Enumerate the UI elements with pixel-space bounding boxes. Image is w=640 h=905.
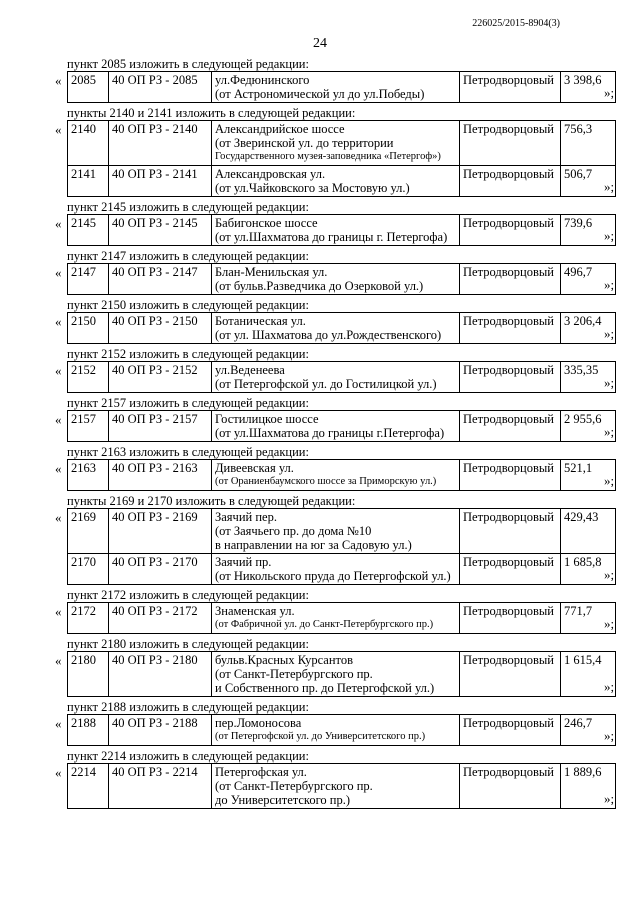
quote-open: « [55,73,62,88]
amendment-block [0,396,640,442]
road-name-line: ул.Федюнинского [215,73,310,87]
road-name [212,166,460,197]
road-name-line: Гостилицкое шоссе [215,412,319,426]
quote-close: »; [604,616,615,631]
amendment-heading: пункт 2145 изложить в следующей редакции: [67,200,309,214]
table-row [68,460,616,491]
row-number: 2150 [68,313,109,344]
road-name-line: Знаменская ул. [215,604,295,618]
quote-open: « [55,216,62,231]
road-code: 40 ОП РЗ - 2169 [109,509,212,554]
district: Петродворцовый [460,715,561,746]
amendments-list [0,57,640,812]
road-name-line: в направлении на юг за Садовую ул.) [215,538,412,552]
district: Петродворцовый [460,215,561,246]
road-length: 1 615,4 [561,652,616,697]
table-row [68,264,616,295]
quote-open: « [55,604,62,619]
road-name [212,313,460,344]
road-name-line: пер.Ломоносова [215,716,302,730]
road-code: 40 ОП РЗ - 2147 [109,264,212,295]
table-row [68,715,616,746]
road-length: 496,7 [561,264,616,295]
quote-close: »; [604,326,615,341]
road-table [67,714,616,746]
road-name-line: Бабигонское шоссе [215,216,318,230]
road-table [67,602,616,634]
quote-open: « [55,510,62,525]
district: Петродворцовый [460,362,561,393]
road-name-line: (от Петергофской ул. до Гостилицкой ул.) [215,377,437,391]
table-row [68,603,616,634]
row-number: 2172 [68,603,109,634]
table-row [68,166,616,197]
road-name [212,715,460,746]
quote-close: »; [604,679,615,694]
road-length: 2 955,6 [561,411,616,442]
quote-open: « [55,765,62,780]
district: Петродворцовый [460,603,561,634]
row-number: 2085 [68,72,109,103]
road-name-line: Петергофская ул. [215,765,307,779]
road-length: 739,6 [561,215,616,246]
quote-close: »; [604,473,615,488]
road-name-line: Заячий пр. [215,555,272,569]
amendment-block [0,749,640,809]
quote-close: »; [604,228,615,243]
amendment-heading: пункт 2180 изложить в следующей редакции: [67,637,309,651]
road-name-line: ул.Веденеева [215,363,285,377]
road-name [212,264,460,295]
road-length: 3 206,4 [561,313,616,344]
road-name [212,121,460,166]
road-length: 1 889,6 [561,764,616,809]
quote-open: « [55,716,62,731]
road-name [212,411,460,442]
amendment-block [0,200,640,246]
road-name-line: (от Фабричной ул. до Санкт-Петербургского пр.) [215,619,434,630]
row-number: 2214 [68,764,109,809]
table-row [68,121,616,166]
quote-close: »; [604,791,615,806]
road-length: 771,7 [561,603,616,634]
road-name-line: (от ул.Шахматова до границы г. Петергофа) [215,230,448,244]
road-name [212,460,460,491]
road-code: 40 ОП РЗ - 2170 [109,554,212,585]
amendment-block [0,298,640,344]
row-number: 2157 [68,411,109,442]
table-row [68,764,616,809]
road-code: 40 ОП РЗ - 2152 [109,362,212,393]
road-name [212,652,460,697]
road-name-line: Дивеевская ул. [215,461,294,475]
district: Петродворцовый [460,72,561,103]
document-id: 226025/2015-8904(3) [472,18,560,29]
district: Петродворцовый [460,313,561,344]
quote-close: »; [604,728,615,743]
road-length: 506,7 [561,166,616,197]
road-table [67,508,616,585]
amendment-heading: пункт 2150 изложить в следующей редакции: [67,298,309,312]
table-row [68,554,616,585]
road-name-line: (от Заячьего пр. до дома №10 [215,524,372,538]
table-row [68,509,616,554]
road-name [212,764,460,809]
road-code: 40 ОП РЗ - 2157 [109,411,212,442]
row-number: 2170 [68,554,109,585]
quote-close: »; [604,567,615,582]
amendment-heading: пункт 2152 изложить в следующей редакции: [67,347,309,361]
road-code: 40 ОП РЗ - 2145 [109,215,212,246]
road-length: 429,43 [561,509,616,554]
quote-close: »; [604,179,615,194]
quote-close: »; [604,375,615,390]
road-name [212,215,460,246]
amendment-block [0,588,640,634]
road-name-line: (от Ораниенбаумского шоссе за Приморскую ул.) [215,476,437,487]
road-name [212,72,460,103]
road-name-line: (от ул. Шахматова до ул.Рождественского) [215,328,442,342]
road-name-line: бульв.Красных Курсантов [215,653,353,667]
road-name-line: (от бульв.Разведчика до Озерковой ул.) [215,279,424,293]
road-name-line: (от Санкт-Петербургского пр. [215,779,373,793]
quote-open: « [55,412,62,427]
row-number: 2169 [68,509,109,554]
road-code: 40 ОП РЗ - 2188 [109,715,212,746]
road-code: 40 ОП РЗ - 2140 [109,121,212,166]
road-length: 335,35 [561,362,616,393]
table-row [68,362,616,393]
road-length: 756,3 [561,121,616,166]
page-number: 24 [313,36,327,51]
quote-open: « [55,122,62,137]
amendment-heading: пункт 2157 изложить в следующей редакции: [67,396,309,410]
amendment-block [0,445,640,491]
amendment-heading: пункты 2140 и 2141 изложить в следующей редакции: [67,106,356,120]
road-name-line: (от Астрономической ул до ул.Победы) [215,87,425,101]
road-name-line: и Собственного пр. до Петергофской ул.) [215,681,435,695]
row-number: 2163 [68,460,109,491]
road-table [67,71,616,103]
road-table [67,361,616,393]
amendment-block [0,57,640,103]
district: Петродворцовый [460,764,561,809]
road-name [212,603,460,634]
road-table [67,459,616,491]
row-number: 2180 [68,652,109,697]
row-number: 2141 [68,166,109,197]
road-code: 40 ОП РЗ - 2180 [109,652,212,697]
amendment-block [0,494,640,585]
amendment-block [0,249,640,295]
road-name [212,362,460,393]
amendment-heading: пункт 2085 изложить в следующей редакции: [67,57,309,71]
road-table [67,120,616,197]
row-number: 2145 [68,215,109,246]
table-row [68,411,616,442]
road-code: 40 ОП РЗ - 2172 [109,603,212,634]
table-row [68,215,616,246]
quote-close: »; [604,424,615,439]
road-name-line: (от ул.Шахматова до границы г.Петергофа) [215,426,445,440]
road-length: 246,7 [561,715,616,746]
district: Петродворцовый [460,264,561,295]
road-name-line: (от ул.Чайковского за Мостовую ул.) [215,181,410,195]
amendment-heading: пункт 2188 изложить в следующей редакции: [67,700,309,714]
row-number: 2188 [68,715,109,746]
quote-open: « [55,314,62,329]
district: Петродворцовый [460,554,561,585]
table-row [68,652,616,697]
road-name-line: до Университетского пр.) [215,793,351,807]
road-table [67,263,616,295]
row-number: 2140 [68,121,109,166]
quote-close: »; [604,85,615,100]
road-code: 40 ОП РЗ - 2085 [109,72,212,103]
quote-open: « [55,461,62,476]
road-name-line: Блан-Менильская ул. [215,265,328,279]
road-name-line: (от Санкт-Петербургского пр. [215,667,373,681]
road-table [67,651,616,697]
road-name-line: Ботаническая ул. [215,314,306,328]
road-name-line: Государственного музея-заповедника «Петергоф») [215,151,441,162]
road-table [67,214,616,246]
road-table [67,312,616,344]
row-number: 2147 [68,264,109,295]
road-code: 40 ОП РЗ - 2214 [109,764,212,809]
road-name [212,509,460,554]
amendment-block [0,637,640,697]
row-number: 2152 [68,362,109,393]
amendment-block [0,106,640,197]
amendment-heading: пункт 2214 изложить в следующей редакции: [67,749,309,763]
road-length: 1 685,8 [561,554,616,585]
amendment-heading: пункт 2147 изложить в следующей редакции: [67,249,309,263]
road-code: 40 ОП РЗ - 2141 [109,166,212,197]
district: Петродворцовый [460,121,561,166]
amendment-heading: пункт 2172 изложить в следующей редакции: [67,588,309,602]
road-table [67,410,616,442]
district: Петродворцовый [460,509,561,554]
district: Петродворцовый [460,166,561,197]
district: Петродворцовый [460,460,561,491]
road-name-line: (от Зверинской ул. до территории [215,136,394,150]
road-name-line: Александрийское шоссе [215,122,345,136]
amendment-heading: пункты 2169 и 2170 изложить в следующей редакции: [67,494,356,508]
road-name-line: Александровская ул. [215,167,326,181]
district: Петродворцовый [460,652,561,697]
road-name [212,554,460,585]
road-table [67,763,616,809]
amendment-heading: пункт 2163 изложить в следующей редакции: [67,445,309,459]
road-name-line: (от Петергофской ул. до Университетского пр.) [215,731,426,742]
quote-close: »; [604,277,615,292]
quote-open: « [55,265,62,280]
quote-open: « [55,363,62,378]
amendment-block [0,347,640,393]
amendment-block [0,700,640,746]
road-code: 40 ОП РЗ - 2163 [109,460,212,491]
road-length: 3 398,6 [561,72,616,103]
table-row [68,313,616,344]
road-code: 40 ОП РЗ - 2150 [109,313,212,344]
table-row [68,72,616,103]
quote-open: « [55,653,62,668]
road-name-line: Заячий пер. [215,510,277,524]
road-length: 521,1 [561,460,616,491]
district: Петродворцовый [460,411,561,442]
road-name-line: (от Никольского пруда до Петергофской ул.) [215,569,451,583]
